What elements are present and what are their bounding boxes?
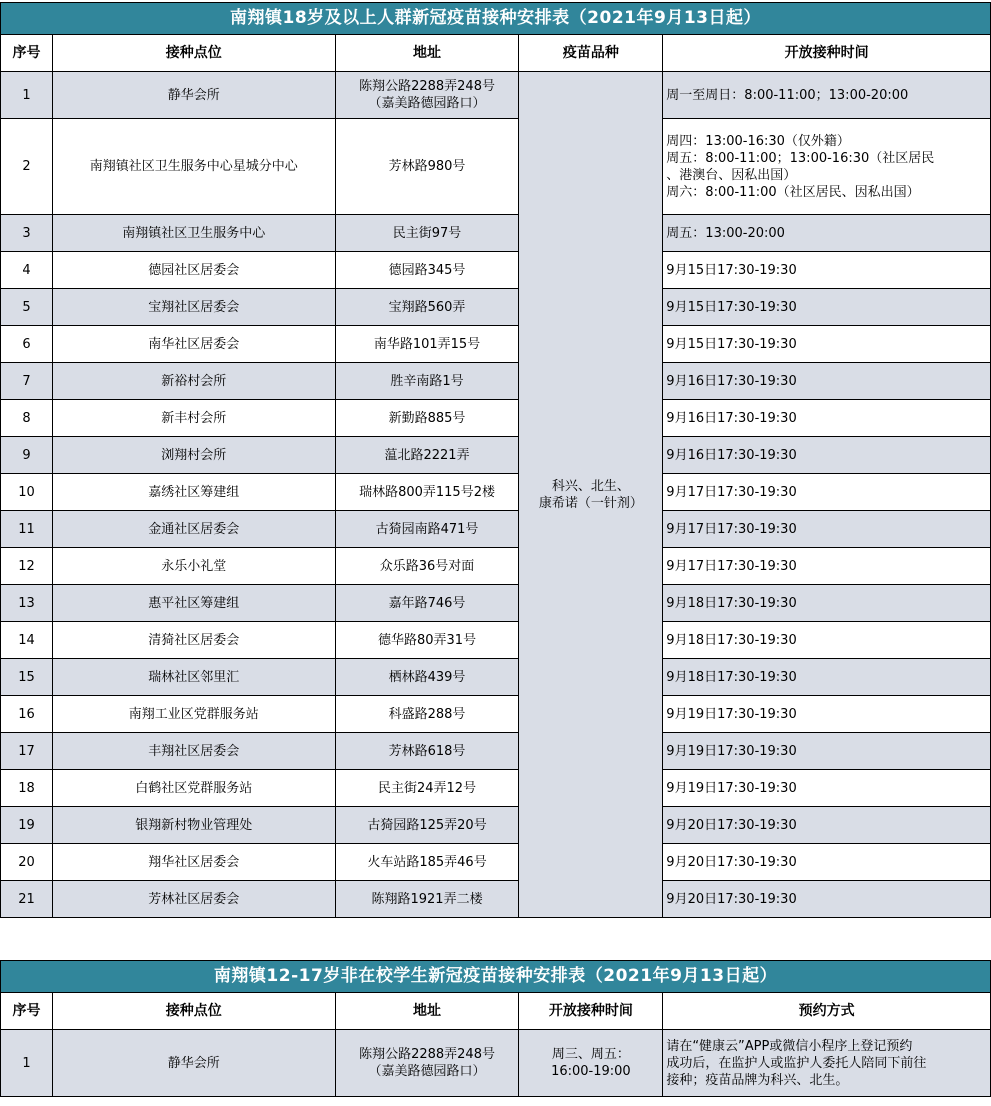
table-row [1, 511, 991, 548]
header-site: 接种点位 [52, 993, 335, 1030]
row-number: 17 [1, 733, 53, 770]
address [335, 807, 519, 844]
site-name: 银翔新村物业管理处 [52, 807, 335, 844]
row-number: 10 [1, 474, 53, 511]
address [335, 733, 519, 770]
header-time: 开放接种时间 [519, 993, 663, 1030]
opening-time-line: 周五：13:00-20:00 [666, 225, 785, 241]
opening-time [663, 289, 991, 326]
table-row [1, 215, 991, 252]
address [335, 585, 519, 622]
table-row [1, 696, 991, 733]
address [335, 770, 519, 807]
opening-time [663, 622, 991, 659]
address-line: 瑞林路800弄115号2楼 [359, 484, 495, 500]
opening-time-line: 16:00-19:00 [551, 1064, 631, 1079]
booking-method-line: 接种；疫苗品牌为科兴、北生。 [666, 1072, 849, 1088]
opening-time [663, 252, 991, 289]
address-line: 陈翔公路2288弄248号 [359, 79, 495, 94]
header-site: 接种点位 [52, 35, 335, 72]
site-name: 静华会所 [52, 1030, 335, 1097]
address-line: 陈翔公路2288弄248号 [359, 1047, 495, 1062]
row-number: 19 [1, 807, 53, 844]
address-line: 陈翔路1921弄二楼 [371, 891, 483, 907]
table-row [1, 622, 991, 659]
address [335, 696, 519, 733]
table-title: 南翔镇18岁及以上人群新冠疫苗接种安排表（2021年9月13日起） [1, 3, 991, 35]
opening-time [663, 363, 991, 400]
table-row [1, 585, 991, 622]
address [335, 659, 519, 696]
header-time: 开放接种时间 [663, 35, 991, 72]
row-number: 11 [1, 511, 53, 548]
address [335, 437, 519, 474]
row-number: 4 [1, 252, 53, 289]
header-row [1, 993, 991, 1030]
opening-time [663, 659, 991, 696]
row-number: 1 [1, 1030, 53, 1097]
opening-time-line: 9月15日17:30-19:30 [666, 336, 797, 352]
address-line: 芳林路980号 [388, 159, 466, 174]
address-line: 德华路80弄31号 [377, 632, 477, 648]
vaccine-type-line: 康希诺（一针剂） [538, 495, 643, 511]
table-row [1, 119, 991, 215]
address [335, 363, 519, 400]
header-address: 地址 [335, 35, 519, 72]
site-name: 芳林社区居委会 [52, 881, 335, 918]
opening-time [663, 474, 991, 511]
row-number: 1 [1, 72, 53, 119]
opening-time [663, 881, 991, 918]
opening-time [663, 770, 991, 807]
opening-time [663, 585, 991, 622]
address-line: （嘉美路德园路口） [368, 1064, 486, 1079]
table-row [1, 72, 991, 119]
schedule-table-teens [0, 960, 991, 1097]
opening-time [663, 119, 991, 215]
address-line: 科盛路288号 [388, 706, 466, 722]
booking-method [663, 1030, 991, 1097]
table-row [1, 548, 991, 585]
opening-time [663, 400, 991, 437]
site-name: 惠平社区筹建组 [52, 585, 335, 622]
site-name: 静华会所 [52, 72, 335, 119]
address [335, 622, 519, 659]
address [335, 844, 519, 881]
booking-method-line: 请在“健康云”APP或微信小程序上登记预约 [666, 1038, 913, 1054]
opening-time-line: 9月15日17:30-19:30 [666, 299, 797, 315]
table-row [1, 1030, 991, 1097]
opening-time-line: 9月20日17:30-19:30 [666, 891, 797, 907]
opening-time-line: 9月19日17:30-19:30 [666, 706, 797, 722]
opening-time [663, 72, 991, 119]
row-number: 15 [1, 659, 53, 696]
table-row [1, 770, 991, 807]
site-name: 宝翔社区居委会 [52, 289, 335, 326]
opening-time [663, 733, 991, 770]
booking-method-line: 成功后，在监护人或监护人委托人陪同下前往 [666, 1055, 927, 1071]
row-number: 6 [1, 326, 53, 363]
header-no: 序号 [1, 993, 53, 1030]
site-name: 新丰村会所 [52, 400, 335, 437]
table-row [1, 807, 991, 844]
site-name: 白鹤社区党群服务站 [52, 770, 335, 807]
site-name: 德园社区居委会 [52, 252, 335, 289]
site-name: 南华社区居委会 [52, 326, 335, 363]
site-name: 翔华社区居委会 [52, 844, 335, 881]
opening-time [663, 807, 991, 844]
header-no: 序号 [1, 35, 53, 72]
address-line: 古猗园南路471号 [375, 521, 479, 537]
address [335, 72, 519, 119]
address [335, 326, 519, 363]
opening-time-line: 9月16日17:30-19:30 [666, 447, 797, 463]
address [335, 548, 519, 585]
opening-time-line: 周一至周日：8:00-11:00；13:00-20:00 [666, 87, 909, 103]
site-name: 新裕村会所 [52, 363, 335, 400]
table-row [1, 733, 991, 770]
row-number: 8 [1, 400, 53, 437]
table-row [1, 400, 991, 437]
site-name: 南翔镇社区卫生服务中心星城分中心 [52, 119, 335, 215]
row-number: 16 [1, 696, 53, 733]
opening-time [663, 437, 991, 474]
opening-time-line: 周六：8:00-11:00（社区居民、因私出国） [666, 184, 920, 200]
row-number: 9 [1, 437, 53, 474]
address-line: 古猗园路125弄20号 [367, 817, 487, 833]
vaccine-type [519, 72, 663, 918]
site-name: 丰翔社区居委会 [52, 733, 335, 770]
row-number: 2 [1, 119, 53, 215]
opening-time [663, 326, 991, 363]
opening-time-line: 9月19日17:30-19:30 [666, 780, 797, 796]
address [335, 215, 519, 252]
address [335, 119, 519, 215]
site-name: 南翔镇社区卫生服务中心 [52, 215, 335, 252]
row-number: 18 [1, 770, 53, 807]
opening-time-line: 9月20日17:30-19:30 [666, 817, 797, 833]
address-line: 火车站路185弄46号 [367, 854, 487, 870]
opening-time-line: 9月17日17:30-19:30 [666, 484, 797, 500]
site-name: 金通社区居委会 [52, 511, 335, 548]
header-vaccine: 疫苗品种 [519, 35, 663, 72]
table-title: 南翔镇12-17岁非在校学生新冠疫苗接种安排表（2021年9月13日起） [1, 961, 991, 993]
address [335, 1030, 519, 1097]
address-line: 民主街24弄12号 [377, 780, 477, 796]
table-row [1, 474, 991, 511]
row-number: 3 [1, 215, 53, 252]
opening-time [663, 548, 991, 585]
address-line: 芳林路618号 [388, 743, 466, 759]
table-row [1, 844, 991, 881]
table-row [1, 881, 991, 918]
table-row [1, 659, 991, 696]
address [335, 511, 519, 548]
table-row [1, 252, 991, 289]
opening-time-line: 9月18日17:30-19:30 [666, 669, 797, 685]
opening-time-line: 9月17日17:30-19:30 [666, 558, 797, 574]
vaccine-type-line: 科兴、北生、 [551, 478, 630, 494]
opening-time-line: 9月18日17:30-19:30 [666, 595, 797, 611]
row-number: 5 [1, 289, 53, 326]
opening-time-line: 9月15日17:30-19:30 [666, 262, 797, 278]
site-name: 嘉绣社区筹建组 [52, 474, 335, 511]
address-line: 南华路101弄15号 [373, 336, 481, 352]
opening-time-line: 9月17日17:30-19:30 [666, 521, 797, 537]
address [335, 400, 519, 437]
address-line: 众乐路36号对面 [379, 558, 475, 574]
table-row [1, 437, 991, 474]
opening-time-line: 周四：13:00-16:30（仅外籍） [666, 133, 850, 149]
opening-time-line: 9月20日17:30-19:30 [666, 854, 797, 870]
address-line: 胜辛南路1号 [390, 373, 464, 389]
site-name: 瑞林社区邻里汇 [52, 659, 335, 696]
header-address: 地址 [335, 993, 519, 1030]
opening-time-line: 、港澳台、因私出国） [666, 167, 797, 183]
row-number: 20 [1, 844, 53, 881]
header-booking: 预约方式 [663, 993, 991, 1030]
table-row [1, 326, 991, 363]
address-line: 栖林路439号 [388, 669, 466, 685]
row-number: 12 [1, 548, 53, 585]
address-line: 民主街97号 [392, 225, 462, 241]
address-line: 德园路345号 [388, 262, 466, 278]
site-name: 浏翔村会所 [52, 437, 335, 474]
opening-time-line: 9月16日17:30-19:30 [666, 410, 797, 426]
address [335, 289, 519, 326]
opening-time [663, 696, 991, 733]
opening-time-line: 周五：8:00-11:00；13:00-16:30（社区居民 [666, 150, 935, 166]
opening-time [663, 511, 991, 548]
opening-time [519, 1030, 663, 1097]
row-number: 7 [1, 363, 53, 400]
opening-time-line: 周三、周五： [551, 1047, 630, 1062]
header-row [1, 35, 991, 72]
site-name: 永乐小礼堂 [52, 548, 335, 585]
opening-time [663, 215, 991, 252]
address-line: 嘉年路746号 [388, 595, 466, 611]
address [335, 474, 519, 511]
address-line: 宝翔路560弄 [388, 299, 466, 315]
address-line: （嘉美路德园路口） [368, 96, 486, 111]
site-name: 清猗社区居委会 [52, 622, 335, 659]
opening-time [663, 844, 991, 881]
row-number: 13 [1, 585, 53, 622]
table-row [1, 289, 991, 326]
row-number: 21 [1, 881, 53, 918]
opening-time-line: 9月18日17:30-19:30 [666, 632, 797, 648]
address [335, 881, 519, 918]
opening-time-line: 9月19日17:30-19:30 [666, 743, 797, 759]
schedule-table-adults [0, 2, 991, 918]
address-line: 蕰北路2221弄 [384, 447, 470, 463]
address-line: 新勤路885号 [388, 410, 466, 426]
table-row [1, 363, 991, 400]
site-name: 南翔工业区党群服务站 [52, 696, 335, 733]
row-number: 14 [1, 622, 53, 659]
address [335, 252, 519, 289]
opening-time-line: 9月16日17:30-19:30 [666, 373, 797, 389]
